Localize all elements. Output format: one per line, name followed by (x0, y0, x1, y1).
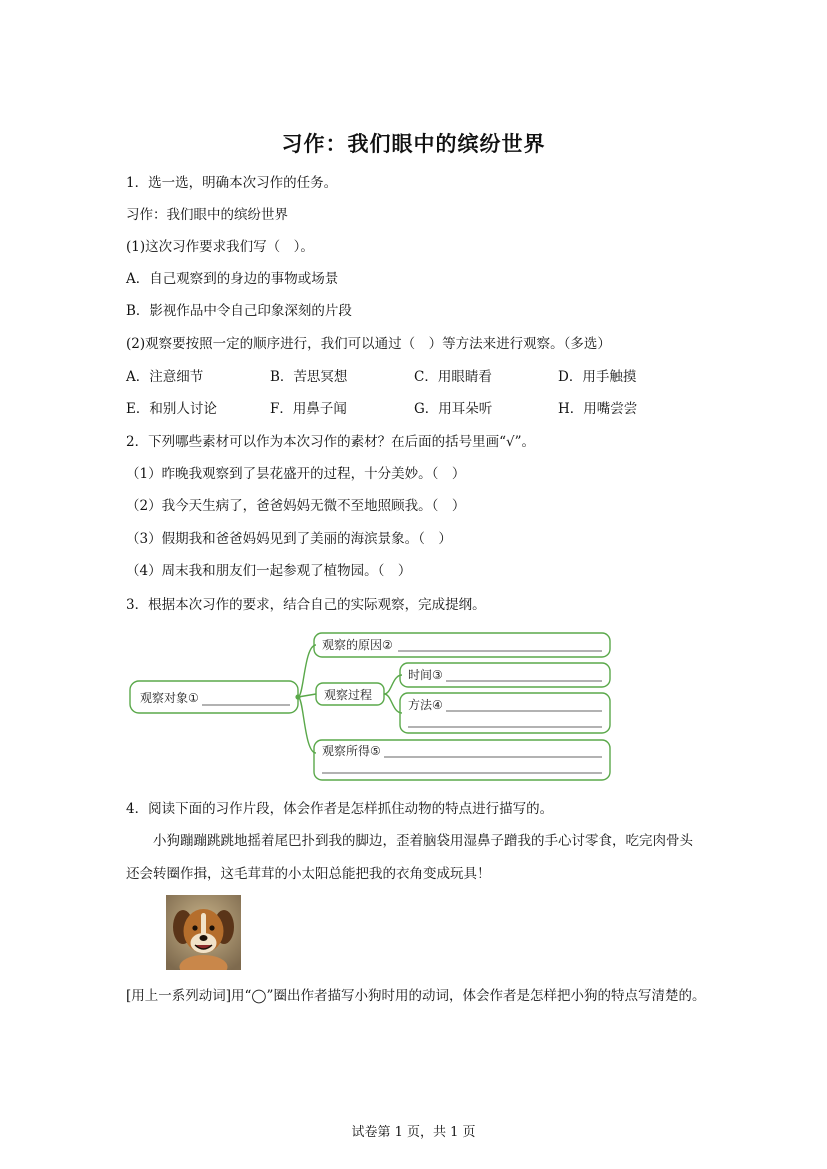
q2-item-2: （2）我今天生病了，爸爸妈妈无微不至地照顾我。（ ） (126, 498, 466, 514)
q1-part1-option-b: B．影视作品中令自己印象深刻的片段 (126, 303, 352, 319)
mindmap-result-label: 观察所得⑤ (322, 744, 381, 758)
q4-passage (126, 825, 706, 891)
q1-part2-option-f: F．用鼻子闻 (270, 401, 347, 417)
mindmap-node-dot (295, 694, 300, 699)
q2-heading: 2．下列哪些素材可以作为本次习作的素材？在后面的括号里画“√”。 (126, 434, 535, 450)
q4-passage-text: 小狗蹦蹦跳跳地摇着尾巴扑到我的脚边，歪着脑袋用湿鼻子蹭我的手心讨零食，吃完肉骨头还会转圈作揖，这毛茸茸的小太阳总能把我的衣角变成玩具！ (126, 833, 693, 882)
mindmap-reason-label: 观察的原因② (322, 638, 393, 652)
q2-item-3: （3）假期我和爸爸妈妈见到了美丽的海滨景象。（ ） (126, 531, 452, 547)
q2-item-1: （1）昨晚我观察到了昙花盛开的过程，十分美妙。（ ） (126, 466, 466, 482)
q1-part2-option-e: E．和别人讨论 (126, 401, 217, 417)
q1-part2-option-g: G．用耳朵听 (414, 401, 493, 417)
page-footer: 试卷第 1 页，共 1 页 (351, 1125, 476, 1140)
q1-part2-prompt: (2)观察要按照一定的顺序进行，我们可以通过（ ）等方法来进行观察。（多选） (126, 336, 611, 352)
q1-part2-option-d: D．用手触摸 (558, 369, 637, 385)
q4-instruction: [用上一系列动词]用“◯”圈出作者描写小狗时用的动词，体会作者是怎样把小狗的特点写清楚的。 (126, 988, 706, 1004)
q1-part1-option-a: A．自己观察到的身边的事物或场景 (126, 271, 339, 287)
q3-heading: 3．根据本次习作的要求，结合自己的实际观察，完成提纲。 (126, 597, 486, 613)
mindmap-process-label: 观察过程 (324, 688, 373, 702)
q1-heading: 1．选一选，明确本次习作的任务。 (126, 175, 338, 191)
q1-part2-option-c: C．用眼睛看 (414, 369, 492, 385)
q1-subtitle: 习作：我们眼中的缤纷世界 (126, 207, 288, 223)
q1-part2-option-a: A．注意细节 (126, 369, 204, 385)
q1-part2-option-h: H．用嘴尝尝 (558, 401, 638, 417)
mindmap-method-label: 方法④ (408, 698, 443, 712)
mindmap-time-label: 时间③ (408, 668, 443, 682)
q2-item-4: （4）周末我和朋友们一起参观了植物园。（ ） (126, 563, 412, 579)
q4-heading: 4．阅读下面的习作片段，体会作者是怎样抓住动物的特点进行描写的。 (126, 801, 554, 817)
outline-mindmap (126, 627, 616, 787)
dog-photo (166, 895, 241, 970)
mindmap-root-label: 观察对象① (140, 691, 199, 705)
q1-part1-prompt: (1)这次习作要求我们写（ ）。 (126, 239, 314, 255)
q1-part2-option-b: B．苦思冥想 (270, 369, 348, 385)
connector-reason (298, 645, 316, 697)
connector-result (298, 697, 316, 753)
page-title: 习作：我们眼中的缤纷世界 (281, 131, 546, 156)
